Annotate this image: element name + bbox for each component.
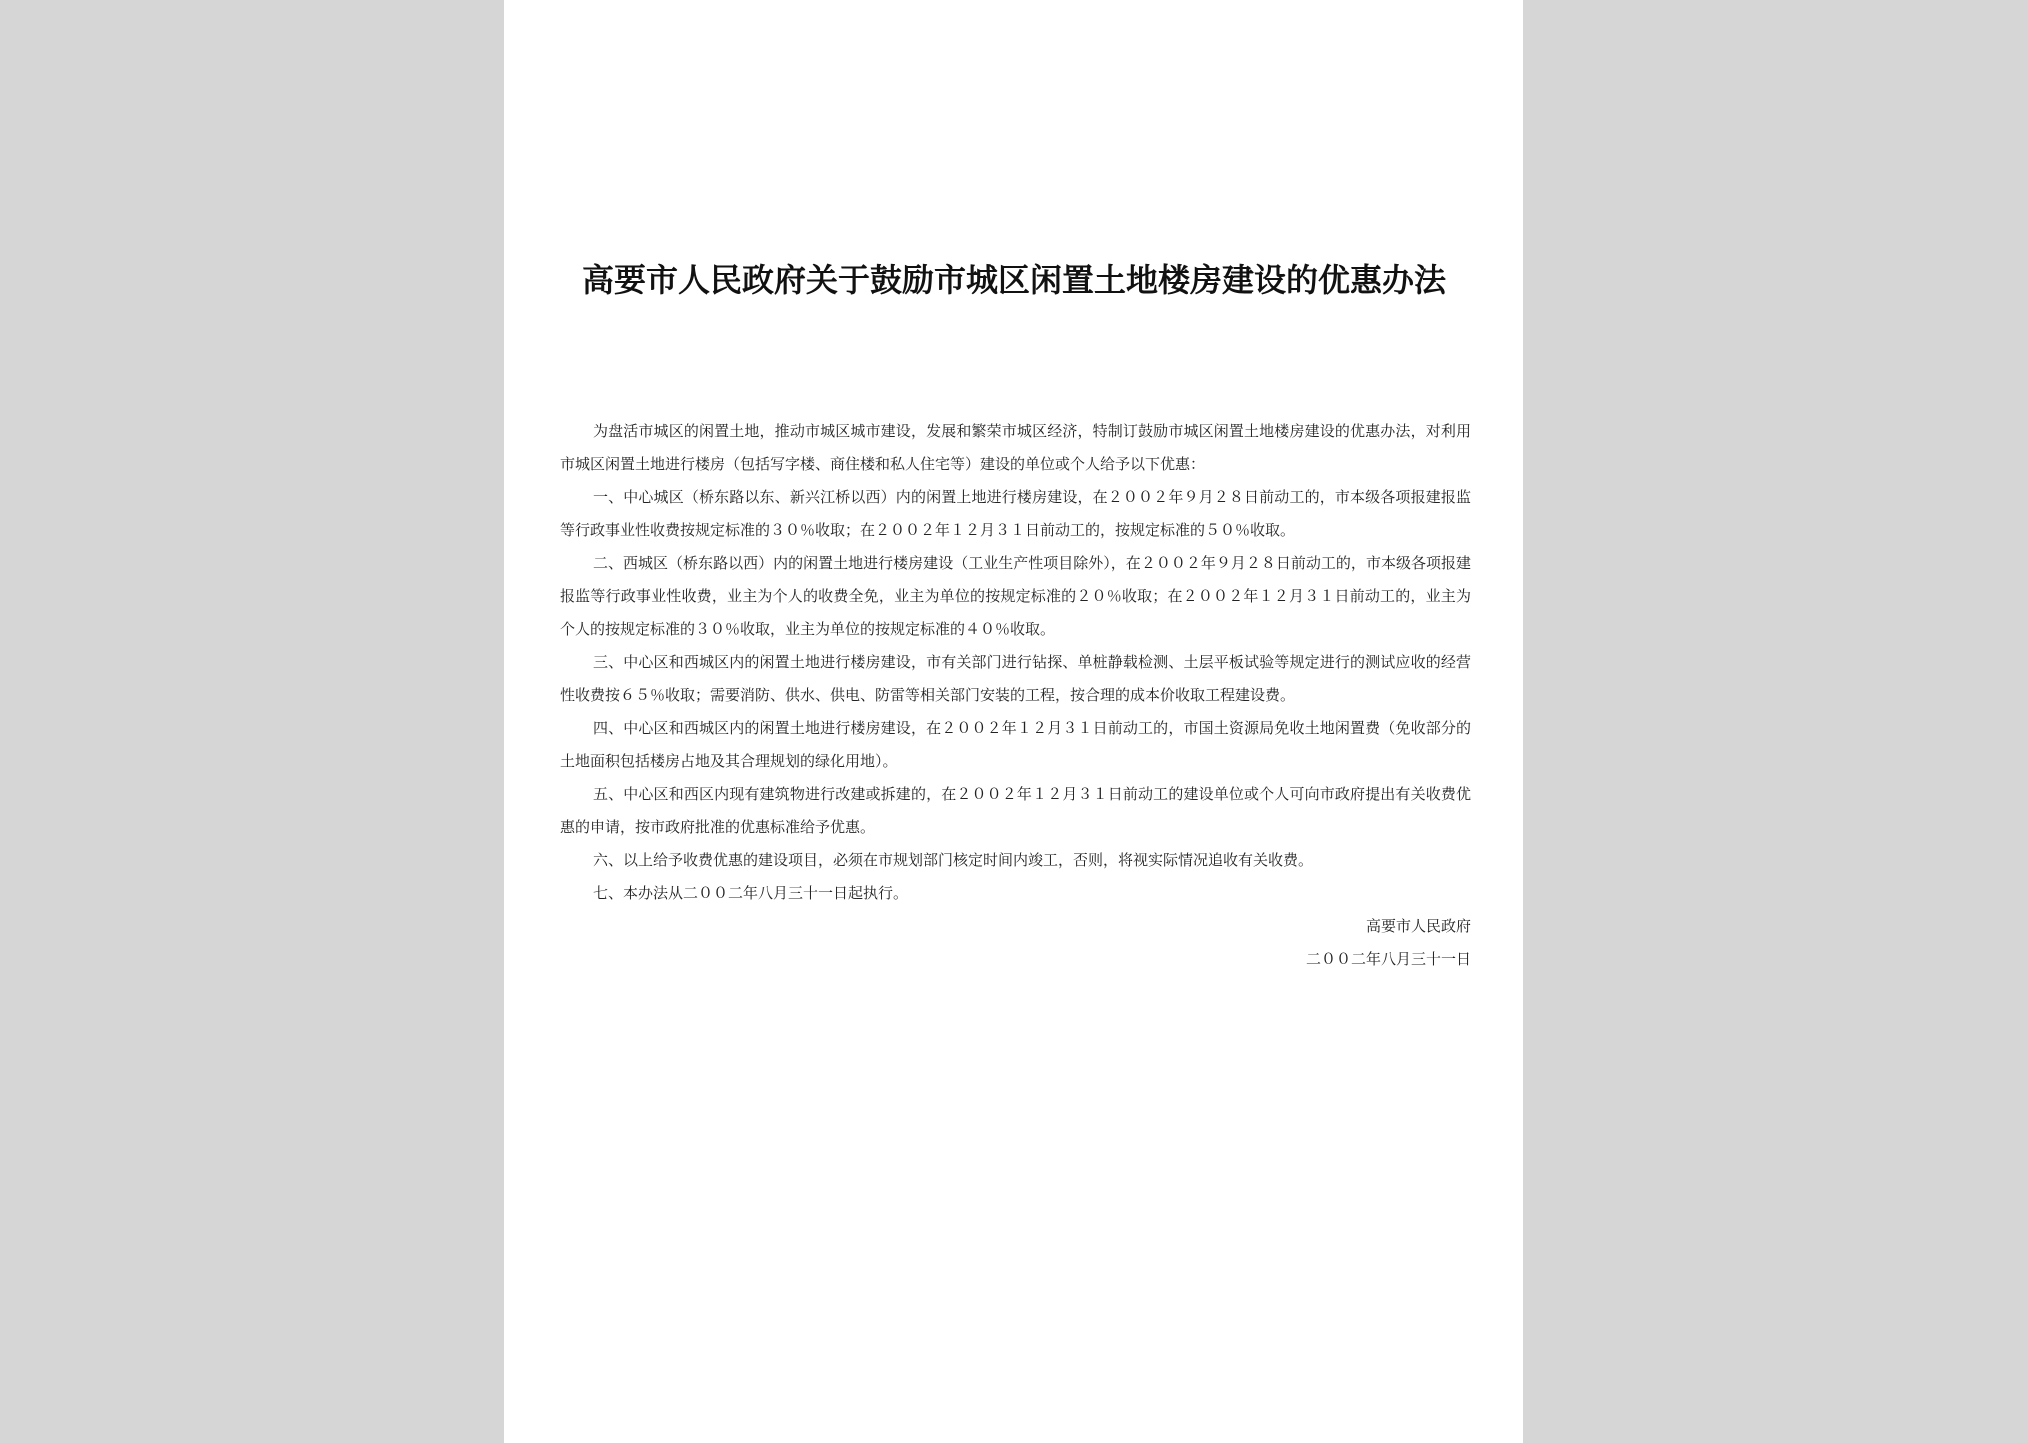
clause-7-paragraph: 七、本办法从二００二年八月三十一日起执行。 [593, 884, 909, 902]
signature-date: 二００二年八月三十一日 [1305, 950, 1471, 968]
clause-1-paragraph: 一、中心城区（桥东路以东、新兴江桥以西）内的闲置上地进行楼房建设，在２００２年９月２８日前动工的，市本级各项报建报监等行政事业性收费按规定标准的３０％收取；在２００２年１２月３１日前动工的，按规定标准的５０％收取。 [560, 488, 1471, 539]
document-body [560, 415, 1471, 976]
clause-6-paragraph: 六、以上给予收费优惠的建设项目，必须在市规划部门核定时间内竣工，否则，将视实际情况追收有关收费。 [593, 851, 1314, 869]
preamble-paragraph: 为盘活市城区的闲置土地，推动市城区城市建设，发展和繁荣市城区经济，特制订鼓励市城区闲置土地楼房建设的优惠办法，对利用市城区闲置土地进行楼房（包括写字楼、商住楼和私人住宅等）建设的单位或个人给予以下优惠： [560, 422, 1471, 473]
signature-issuer: 高要市人民政府 [1365, 917, 1471, 935]
clause-3-paragraph: 三、中心区和西城区内的闲置土地进行楼房建设，市有关部门进行钻探、单桩静载检测、土层平板试验等规定进行的测试应收的经营性收费按６５％收取；需要消防、供水、供电、防雷等相关部门安装的工程，按合理的成本价收取工程建设费。 [560, 653, 1471, 704]
document-title: 高要市人民政府关于鼓励市城区闲置土地楼房建设的优惠办法 [581, 261, 1446, 299]
document-page [504, 0, 1523, 1443]
clause-4-paragraph: 四、中心区和西城区内的闲置土地进行楼房建设，在２００２年１２月３１日前动工的，市国土资源局免收土地闲置费（免收部分的土地面积包括楼房占地及其合理规划的绿化用地）。 [560, 719, 1471, 770]
clause-2-paragraph: 二、西城区（桥东路以西）内的闲置土地进行楼房建设（工业生产性项目除外），在２００２年９月２８日前动工的，市本级各项报建报监等行政事业性收费，业主为个人的收费全免，业主为单位的按规定标准的２０％收取；在２００２年１２月３１日前动工的，业主为个人的按规定标准的３０％收取，业主为单位的按规定标准的４０％收取。 [560, 554, 1471, 638]
clause-5-paragraph: 五、中心区和西区内现有建筑物进行改建或拆建的，在２００２年１２月３１日前动工的建设单位或个人可向市政府提出有关收费优惠的申请，按市政府批准的优惠标准给予优惠。 [560, 785, 1471, 836]
